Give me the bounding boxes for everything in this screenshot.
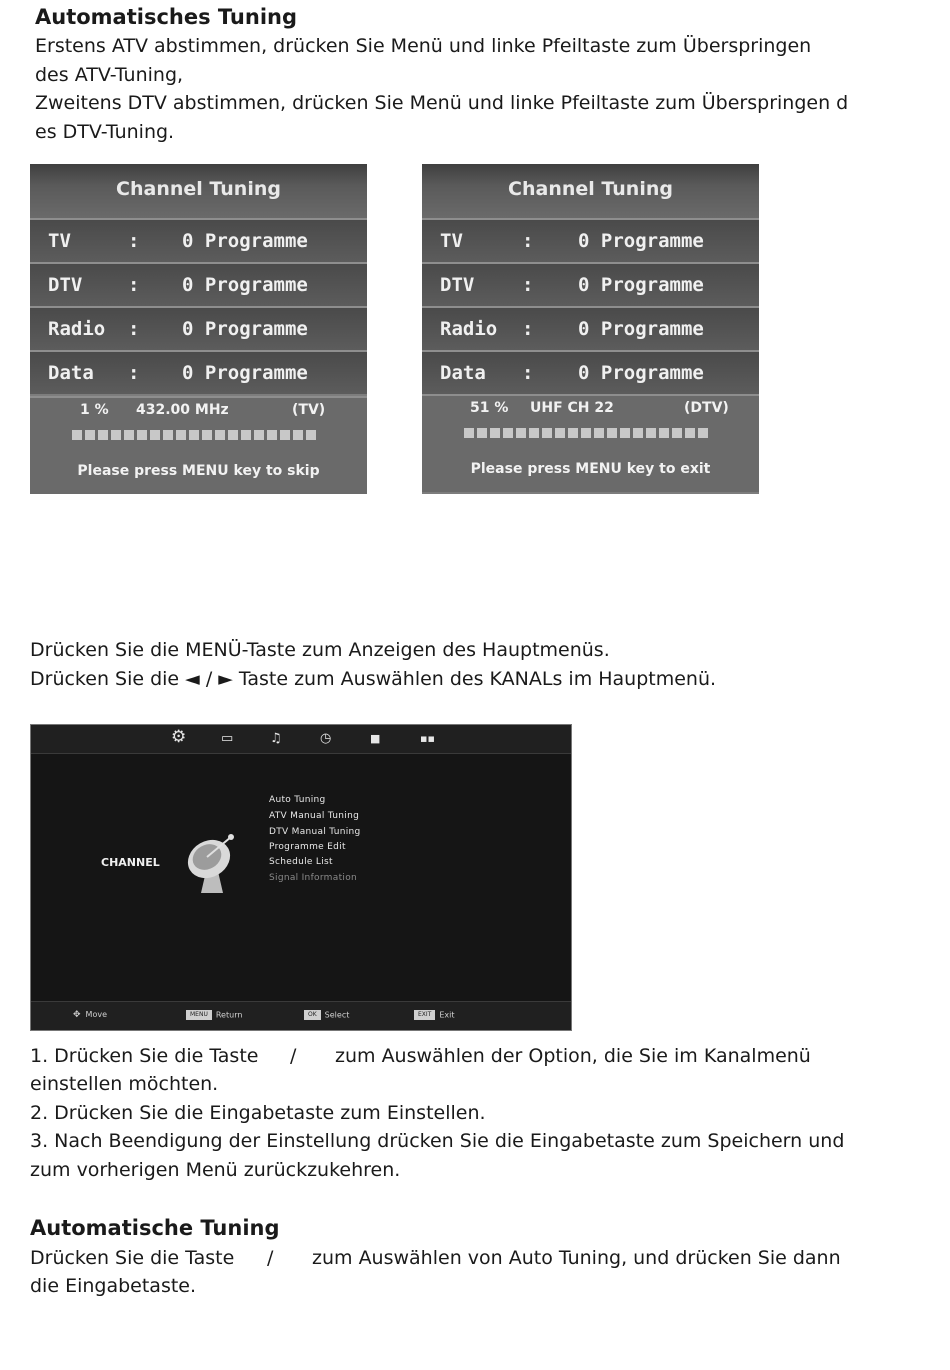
row-value: 0 Programme bbox=[182, 362, 308, 384]
row-label: TV bbox=[48, 230, 71, 252]
step-line: 1. Drücken Sie die Taste bbox=[30, 1045, 259, 1067]
row-label: Radio bbox=[48, 318, 106, 340]
row-colon: : bbox=[128, 362, 140, 384]
gear-icon[interactable]: ⚙ bbox=[171, 727, 187, 747]
intro-line: Erstens ATV abstimmen, drücken Sie Menü und linke Pfeiltaste zum Überspringen bbox=[35, 35, 812, 57]
row-dtv bbox=[422, 262, 759, 306]
row-value: 0 Programme bbox=[578, 318, 704, 340]
row-label: Data bbox=[48, 362, 94, 384]
tuning-status bbox=[30, 396, 367, 494]
auto-slash: / bbox=[267, 1247, 274, 1269]
hint-label: Select bbox=[324, 1010, 350, 1020]
tuning-status bbox=[422, 394, 759, 492]
row-dtv bbox=[30, 262, 367, 306]
row-data bbox=[422, 350, 759, 394]
row-label: DTV bbox=[48, 274, 83, 296]
clock-icon[interactable]: ◷ bbox=[320, 731, 332, 746]
panel-title: Channel Tuning bbox=[30, 164, 367, 218]
section-label: CHANNEL bbox=[101, 856, 160, 869]
status-mode: (TV) bbox=[292, 402, 326, 418]
menu-item-atv-manual-tuning[interactable]: ATV Manual Tuning bbox=[269, 811, 360, 821]
step-slash: / bbox=[290, 1045, 297, 1067]
row-tv bbox=[30, 218, 367, 262]
row-colon: : bbox=[522, 274, 534, 296]
channel-tuning-panel-atv bbox=[30, 164, 367, 494]
auto-line: Drücken Sie die Taste bbox=[30, 1247, 235, 1269]
progress-bar bbox=[72, 430, 317, 440]
hint-label: Move bbox=[85, 1010, 107, 1019]
row-data bbox=[30, 350, 367, 394]
step-line: 3. Nach Beendigung der Einstellung drücken Sie die Eingabetaste zum Speichern und bbox=[30, 1130, 845, 1152]
menu-item-programme-edit[interactable]: Programme Edit bbox=[269, 842, 346, 852]
status-percent: 51 % bbox=[470, 400, 509, 416]
status-frequency: UHF CH 22 bbox=[530, 400, 614, 416]
row-colon: : bbox=[522, 362, 534, 384]
menu-item-auto-tuning[interactable]: Auto Tuning bbox=[269, 795, 326, 805]
auto-heading: Automatische Tuning bbox=[30, 1216, 280, 1240]
tv-icon[interactable]: ▭ bbox=[221, 731, 234, 746]
row-radio bbox=[30, 306, 367, 350]
satellite-dish-icon bbox=[183, 831, 239, 897]
row-tv bbox=[422, 218, 759, 262]
hint-select bbox=[304, 1010, 349, 1020]
status-frequency: 432.00 MHz bbox=[136, 402, 229, 418]
menu-key-icon: MENU bbox=[186, 1010, 212, 1020]
row-colon: : bbox=[522, 230, 534, 252]
auto-line: die Eingabetaste. bbox=[30, 1275, 197, 1297]
row-value: 0 Programme bbox=[578, 362, 704, 384]
grid-icon[interactable]: ▪▪ bbox=[420, 732, 435, 745]
row-label: DTV bbox=[440, 274, 475, 296]
panel-hint: Please press MENU key to skip bbox=[77, 463, 320, 479]
middle-line: Drücken Sie die MENÜ-Taste zum Anzeigen des Hauptmenüs. bbox=[30, 639, 610, 661]
step-line: zum Auswählen der Option, die Sie im Kanalmenü bbox=[335, 1045, 811, 1067]
step-line: 2. Drücken Sie die Eingabetaste zum Einstellen. bbox=[30, 1102, 486, 1124]
row-value: 0 Programme bbox=[182, 274, 308, 296]
hint-exit bbox=[414, 1010, 455, 1020]
row-value: 0 Programme bbox=[182, 230, 308, 252]
intro-heading: Automatisches Tuning bbox=[35, 5, 298, 29]
hint-label: Exit bbox=[439, 1010, 455, 1020]
row-value: 0 Programme bbox=[578, 230, 704, 252]
row-value: 0 Programme bbox=[578, 274, 704, 296]
channel-tuning-panel-dtv bbox=[422, 164, 759, 494]
hint-label: Return bbox=[215, 1010, 243, 1020]
menu-hint-bar bbox=[31, 1001, 571, 1030]
menu-item-signal-information[interactable]: Signal Information bbox=[269, 873, 358, 883]
hint-return bbox=[186, 1010, 242, 1020]
step-line: zum vorherigen Menü zurückzukehren. bbox=[30, 1159, 401, 1181]
row-colon: : bbox=[128, 318, 140, 340]
row-colon: : bbox=[128, 230, 140, 252]
main-menu-screen bbox=[30, 724, 572, 1031]
row-value: 0 Programme bbox=[182, 318, 308, 340]
lock-icon[interactable]: ■ bbox=[370, 732, 381, 745]
exit-key-icon: EXIT bbox=[414, 1010, 435, 1020]
menu-top-bar bbox=[31, 725, 571, 754]
hint-move bbox=[73, 1010, 107, 1020]
intro-line: des ATV-Tuning, bbox=[35, 64, 184, 86]
auto-line: zum Auswählen von Auto Tuning, und drücken Sie dann bbox=[312, 1247, 841, 1269]
step-line: einstellen möchten. bbox=[30, 1073, 219, 1095]
intro-line: es DTV-Tuning. bbox=[35, 121, 175, 143]
row-radio bbox=[422, 306, 759, 350]
row-colon: : bbox=[522, 318, 534, 340]
menu-item-dtv-manual-tuning[interactable]: DTV Manual Tuning bbox=[269, 827, 361, 837]
panel-hint: Please press MENU key to exit bbox=[470, 461, 711, 477]
menu-item-schedule-list[interactable]: Schedule List bbox=[269, 857, 333, 867]
ok-key-icon: OK bbox=[304, 1010, 321, 1020]
music-icon[interactable]: ♫ bbox=[270, 731, 282, 746]
panel-title: Channel Tuning bbox=[422, 164, 759, 218]
intro-line: Zweitens DTV abstimmen, drücken Sie Menü und linke Pfeiltaste zum Überspringen d bbox=[35, 92, 849, 114]
row-colon: : bbox=[128, 274, 140, 296]
move-arrows-icon: ✥ bbox=[73, 1010, 81, 1020]
status-percent: 1 % bbox=[80, 402, 109, 418]
row-label: Radio bbox=[440, 318, 498, 340]
row-label: TV bbox=[440, 230, 463, 252]
middle-line: Drücken Sie die ◄ / ► Taste zum Auswählen des KANALs im Hauptmenü. bbox=[30, 668, 717, 690]
status-mode: (DTV) bbox=[684, 400, 729, 416]
row-label: Data bbox=[440, 362, 486, 384]
progress-bar bbox=[464, 428, 709, 438]
